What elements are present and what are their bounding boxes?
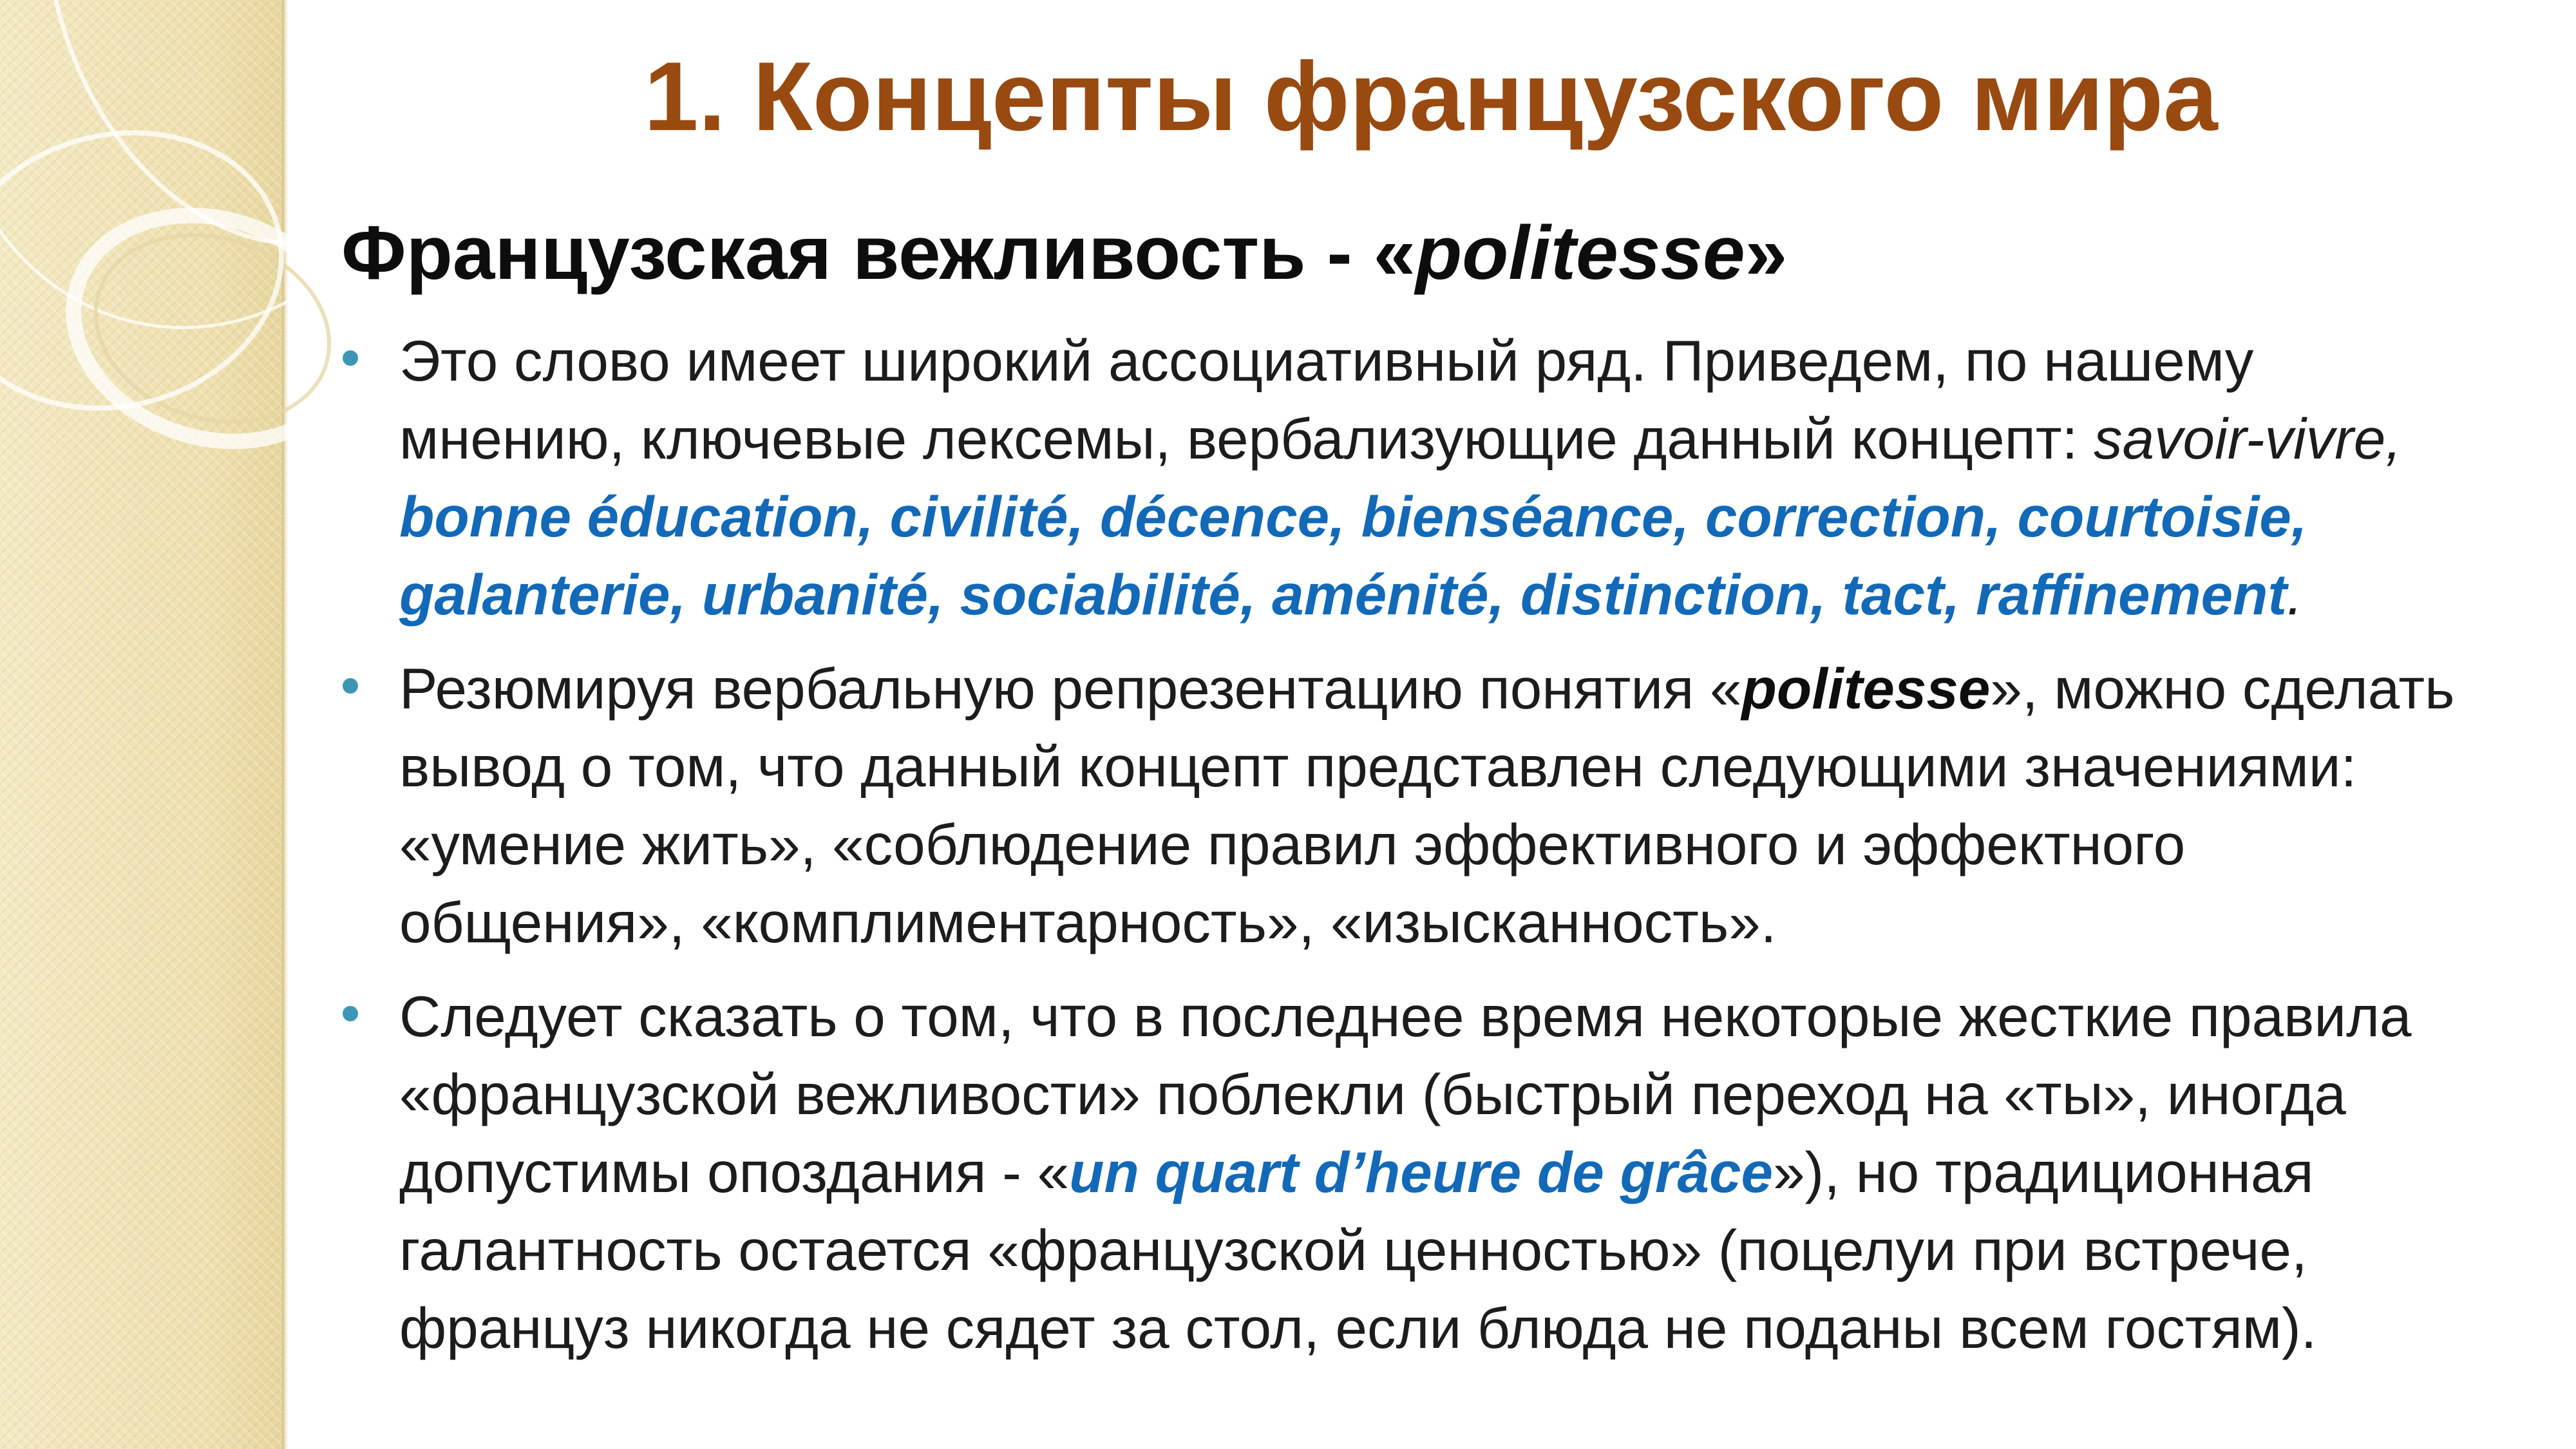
text-segment: допустимы опоздания - « [399,1140,1070,1204]
text-segment: », можно сделать [1990,656,2455,721]
heading-close: » [1745,211,1788,296]
text-line: француз никогда не сядет за стол, если блюда не поданы всем гостям). [399,1296,2317,1360]
text-line: Следует сказать о том, что в последнее время некоторые жесткие правила [399,984,2412,1048]
text-segment: мнению, ключевые лексемы, вербализующие данный концепт: [399,406,2094,471]
text-segment: Резюмируя вербальную репрезентацию понятия « [399,656,1742,721]
french-phrase: un quart d’heure de grâce [1069,1140,1774,1204]
text-line [399,650,2557,728]
heading-text: Французская вежливость - « [341,211,1416,296]
text-line: галантность остается «французской ценностью» (поцелуи при встрече, [399,1218,2307,1282]
section-heading [341,205,1787,301]
text-line: «умение жить», «соблюдение правил эффективного и эффектного [399,812,2186,876]
lexeme-list-line: bonne éducation, civilité, décence, bienséance, correction, courtoisie, [399,484,2307,549]
heading-term: politesse [1416,211,1745,296]
bullet-dot-icon [343,678,358,694]
lexeme-list-line: galanterie, urbanité, sociabilité, aménité, distinction, tact, raffinement [399,562,2287,627]
bullet-list [335,322,2557,1383]
bullet-dot-icon [343,350,358,366]
trailing-period: . [2287,562,2303,627]
text-line [399,1133,2557,1211]
term-politesse: politesse [1741,656,1991,721]
text-line: вывод о том, что данный концепт представлен следующими значениями: [399,734,2357,799]
text-line [399,400,2557,478]
text-line: общения», «комплиментарность», «изысканность». [399,890,1777,954]
bullet-item-3 [335,978,2557,1367]
text-line [399,556,2557,634]
slide-title: 1. Концепты французского мира [644,42,2218,151]
bullet-item-2 [335,650,2557,961]
italic-term: savoir-vivre, [2094,406,2402,471]
text-line: «французской вежливости» поблекли (быстрый переход на «ты», иногда [399,1062,2346,1126]
bullet-item-1 [335,322,2557,634]
bullet-dot-icon [343,1006,358,1021]
text-line: Это слово имеет широкий ассоциативный ряд. Приведем, по нашему [399,328,2254,393]
text-segment: »), но традиционная [1773,1140,2314,1204]
